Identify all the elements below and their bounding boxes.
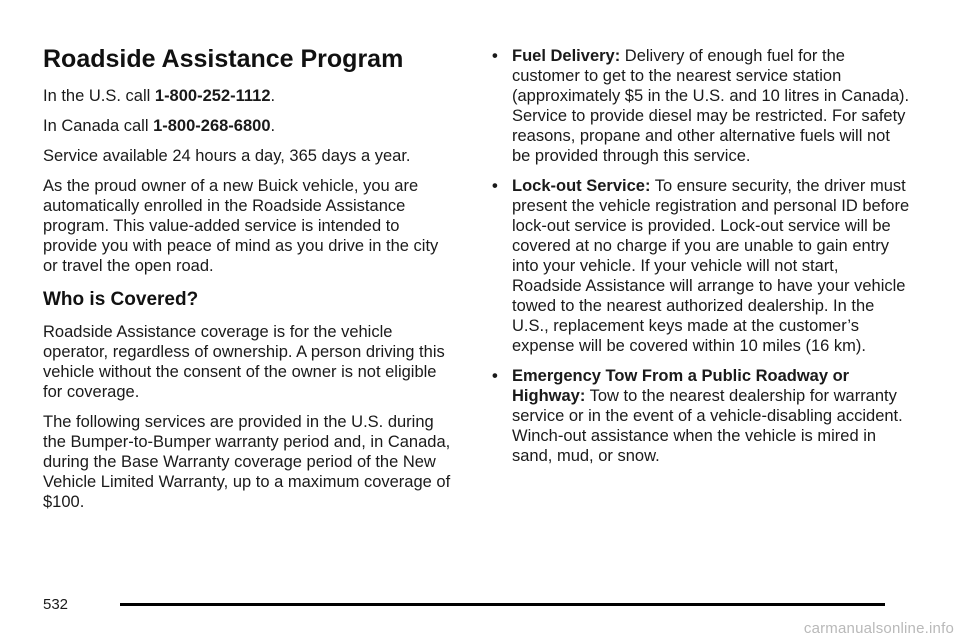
bullet-term: Emergency Tow From a Public Roadway or Highway: [512,367,850,405]
bullet-text: Tow to the nearest dealership for warranty service or in the event of a vehicle-disabling accident. Winch-out assistance when the vehicle is mired in sand, mud, or snow. [512,387,903,465]
page-number: 532 [43,596,69,613]
services-list [492,46,912,466]
us-phone-line [43,86,453,106]
bullet-icon: • [492,47,498,65]
footer-divider [120,603,885,606]
availability-text: Service available 24 hours a day, 365 days a year. [43,147,411,165]
coverage-paragraph: Roadside Assistance coverage is for the vehicle operator, regardless of ownership. A person driving this vehicle without the consent of the owner is not eligible for coverage. [43,323,445,401]
list-item-lock-out-service [492,176,912,356]
services-paragraph: The following services are provided in the U.S. during the Bumper-to-Bumper warranty period and, in Canada, during the Base Warranty coverage period of the New Vehicle Limited Warranty, up to a maximum coverage of $100. [43,413,451,511]
bullet-icon: • [492,367,498,385]
page-title: Roadside Assistance Program [43,45,404,73]
canada-phone-prefix: In Canada call [43,117,154,135]
who-is-covered-heading: Who is Covered? [43,289,199,310]
bullet-term: Fuel Delivery: [512,47,621,65]
bullet-term: Lock-out Service: [512,177,651,195]
left-column [43,40,453,522]
watermark-text: carmanualsonline.info [803,620,954,637]
right-column [492,46,912,476]
list-item-fuel-delivery [492,46,912,166]
intro-paragraph: As the proud owner of a new Buick vehicle, you are automatically enrolled in the Roadside Assistance program. This value-added service is intended to provide you with peace of mind as you drive in the city or travel the open road. [43,177,439,275]
bullet-text: Delivery of enough fuel for the customer to get to the nearest service station (approximately $5 in the U.S. and 10 litres in Canada). Service to provide diesel may be restricted. For safety reasons, propane and other alternative fuels will not be provided through this service. [512,47,910,165]
us-phone-prefix: In the U.S. call [43,87,155,105]
bullet-text: To ensure security, the driver must present the vehicle registration and personal ID before lock-out service is provided. Lock-out service will be covered at no charge if you are unable to gain entry into your vehicle. If your vehicle will not start, Roadside Assistance will arrange to have your vehicle towed to the nearest authorized dealership. In the U.S., replacement keys made at the customer’s expense will be covered within 10 miles (16 km). [512,177,910,355]
canada-phone-suffix: . [270,117,276,135]
canada-phone-line [43,116,453,136]
list-item-emergency-tow [492,366,912,466]
us-phone-number: 1-800-252-1112 [154,87,271,105]
us-phone-suffix: . [270,87,276,105]
canada-phone-number: 1-800-268-6800 [153,117,271,135]
bullet-icon: • [492,177,498,195]
